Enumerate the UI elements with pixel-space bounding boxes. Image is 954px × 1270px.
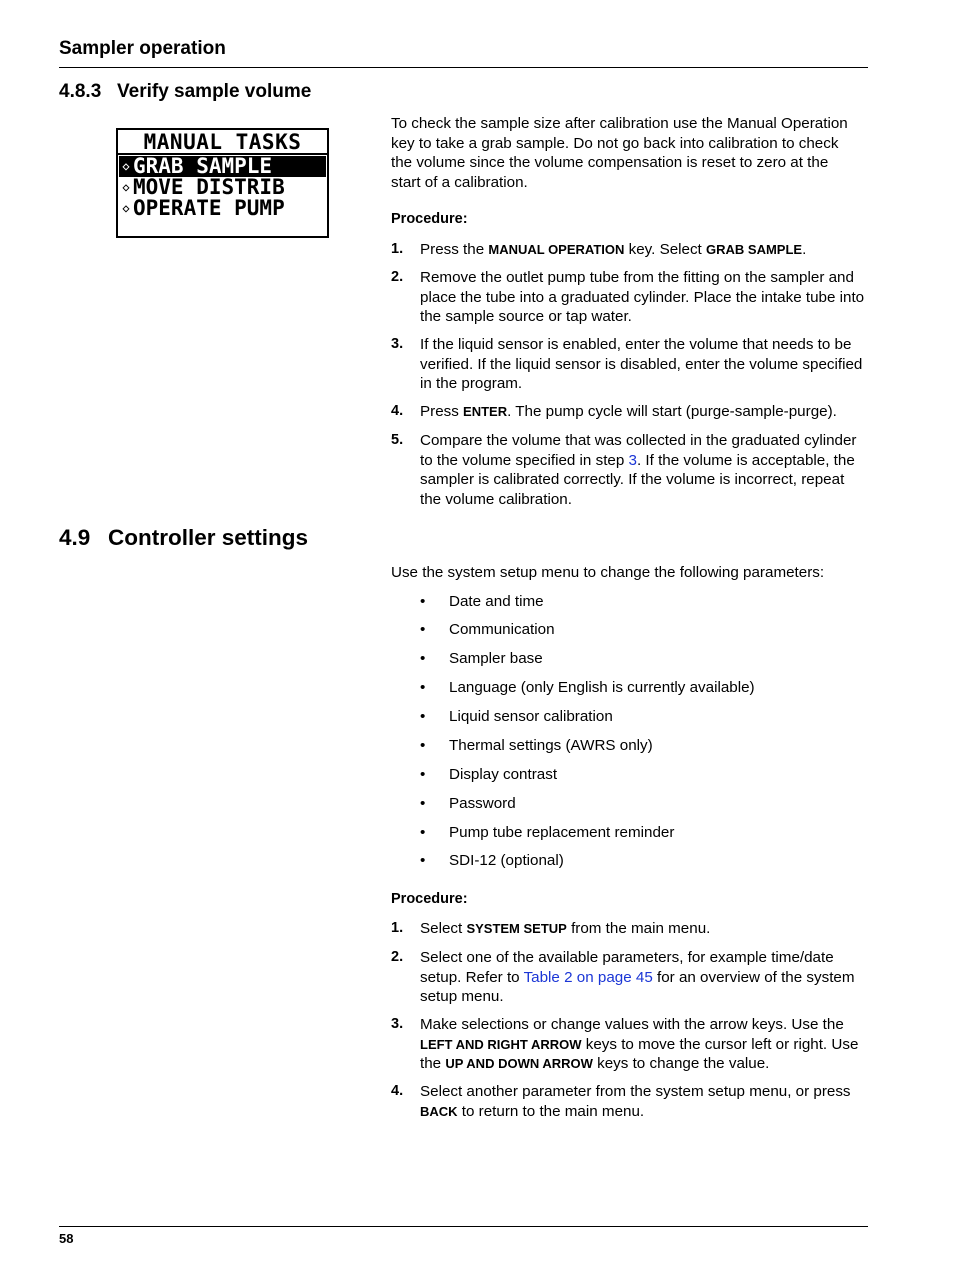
step-text: Remove the outlet pump tube from the fitting on the sampler and place the tube into a graduated cylinder. Place the intake tube into the sample source or tap water.: [420, 269, 865, 325]
step-number: 4.: [391, 1083, 404, 1099]
key-name: LEFT AND RIGHT ARROW: [420, 1036, 582, 1052]
step-number: 5.: [391, 432, 404, 448]
step-text: If the liquid sensor is enabled, enter the volume that needs to be verified. If the liquid sensor is disabled, enter the volume specified in the program.: [420, 336, 863, 392]
step-text: Press ENTER. The pump cycle will start (purge-sample-purge).: [420, 403, 837, 420]
step-text: Make selections or change values with the arrow keys. Use the LEFT AND RIGHT ARROW keys to move the cursor left or right. Use the UP AND DOWN ARROW keys to change the value.: [420, 1016, 859, 1072]
diamond-icon: ◇: [122, 180, 130, 194]
section-title: Controller settings: [108, 525, 309, 550]
step-number: 3.: [391, 336, 404, 352]
bullet-text: Communication: [449, 621, 555, 638]
bullet-icon: •: [420, 737, 426, 754]
bullet-text: Thermal settings (AWRS only): [449, 737, 653, 754]
lcd-item-label: OPERATE PUMP: [133, 196, 285, 220]
step-text: Select SYSTEM SETUP from the main menu.: [420, 920, 711, 937]
bullet-text: SDI-12 (optional): [449, 852, 564, 869]
bullet-text: Pump tube replacement reminder: [449, 824, 675, 841]
step-text: Select one of the available parameters, for example time/date setup. Refer to Table 2 on page 45 for an overview of the system setup menu.: [420, 949, 855, 1005]
lcd-display-manual-tasks: [116, 128, 329, 238]
key-name: MANUAL OPERATION: [488, 242, 625, 257]
bullet-icon: •: [420, 824, 426, 841]
step-number: 1.: [391, 241, 404, 257]
running-header: Sampler operation: [59, 38, 226, 59]
procedure-label: Procedure:: [391, 211, 468, 227]
section-number: 4.8.3: [59, 81, 102, 102]
bullet-text: Language (only English is currently available): [449, 679, 755, 696]
lcd-menu-item-operate-pump: [119, 198, 326, 219]
step-number: 2.: [391, 949, 404, 965]
intro-paragraph: Use the system setup menu to change the following parameters:: [391, 564, 825, 581]
section-number: 4.9: [59, 525, 91, 550]
step-text: Press the MANUAL OPERATION key. Select GRAB SAMPLE.: [420, 241, 807, 258]
key-name: BACK: [420, 1103, 458, 1119]
step-text: Select another parameter from the system setup menu, or press BACK to return to the main menu.: [420, 1083, 851, 1120]
section-heading-4-9: [59, 525, 308, 551]
lcd-item-label: MOVE DISTRIB: [133, 175, 285, 199]
key-name: UP AND DOWN ARROW: [445, 1056, 593, 1071]
step-number: 3.: [391, 1016, 404, 1032]
bullet-icon: •: [420, 766, 426, 783]
procedure-label: Procedure:: [391, 891, 468, 907]
bullet-text: Password: [449, 795, 516, 812]
bullet-text: Date and time: [449, 593, 544, 610]
bullet-icon: •: [420, 852, 426, 869]
step-text: Compare the volume that was collected in the graduated cylinder to the volume specified in step 3. If the volume is acceptable, the sampler is calibrated correctly. If the volume is incorrect, repeat the volume calibration.: [420, 432, 857, 508]
lcd-menu-item-grab-sample: [119, 156, 326, 177]
header-rule: [59, 67, 868, 68]
bullet-icon: •: [420, 621, 426, 638]
section-title: Verify sample volume: [117, 81, 312, 102]
step-number: 1.: [391, 920, 404, 936]
footer-rule: [59, 1226, 868, 1227]
bullet-text: Sampler base: [449, 650, 543, 667]
section-heading-4-8-3: [59, 81, 311, 103]
table-reference-link[interactable]: Table 2 on page 45: [523, 968, 653, 986]
step-number: 2.: [391, 269, 404, 285]
key-name: SYSTEM SETUP: [466, 921, 567, 936]
step-number: 4.: [391, 403, 404, 419]
diamond-icon: ◇: [122, 201, 130, 215]
lcd-menu-item-move-distrib: [119, 177, 326, 198]
step-cross-reference-link[interactable]: 3: [628, 451, 637, 469]
key-name: GRAB SAMPLE: [706, 242, 803, 257]
bullet-text: Liquid sensor calibration: [449, 708, 613, 725]
bullet-icon: •: [420, 708, 426, 725]
intro-paragraph: To check the sample size after calibration use the Manual Operation key to take a grab sample. Do not go back into calibration to check the volume since the volume compensation is reset to zero at the start of a calibration.: [391, 115, 848, 191]
bullet-icon: •: [420, 650, 426, 667]
diamond-icon: ◇: [122, 159, 130, 173]
bullet-text: Display contrast: [449, 766, 558, 783]
lcd-item-label: GRAB SAMPLE: [133, 154, 273, 178]
bullet-icon: •: [420, 593, 426, 610]
key-name: ENTER: [463, 404, 508, 419]
lcd-title: MANUAL TASKS: [143, 130, 302, 154]
bullet-icon: •: [420, 795, 426, 812]
page-number: 58: [59, 1231, 74, 1246]
bullet-icon: •: [420, 679, 426, 696]
